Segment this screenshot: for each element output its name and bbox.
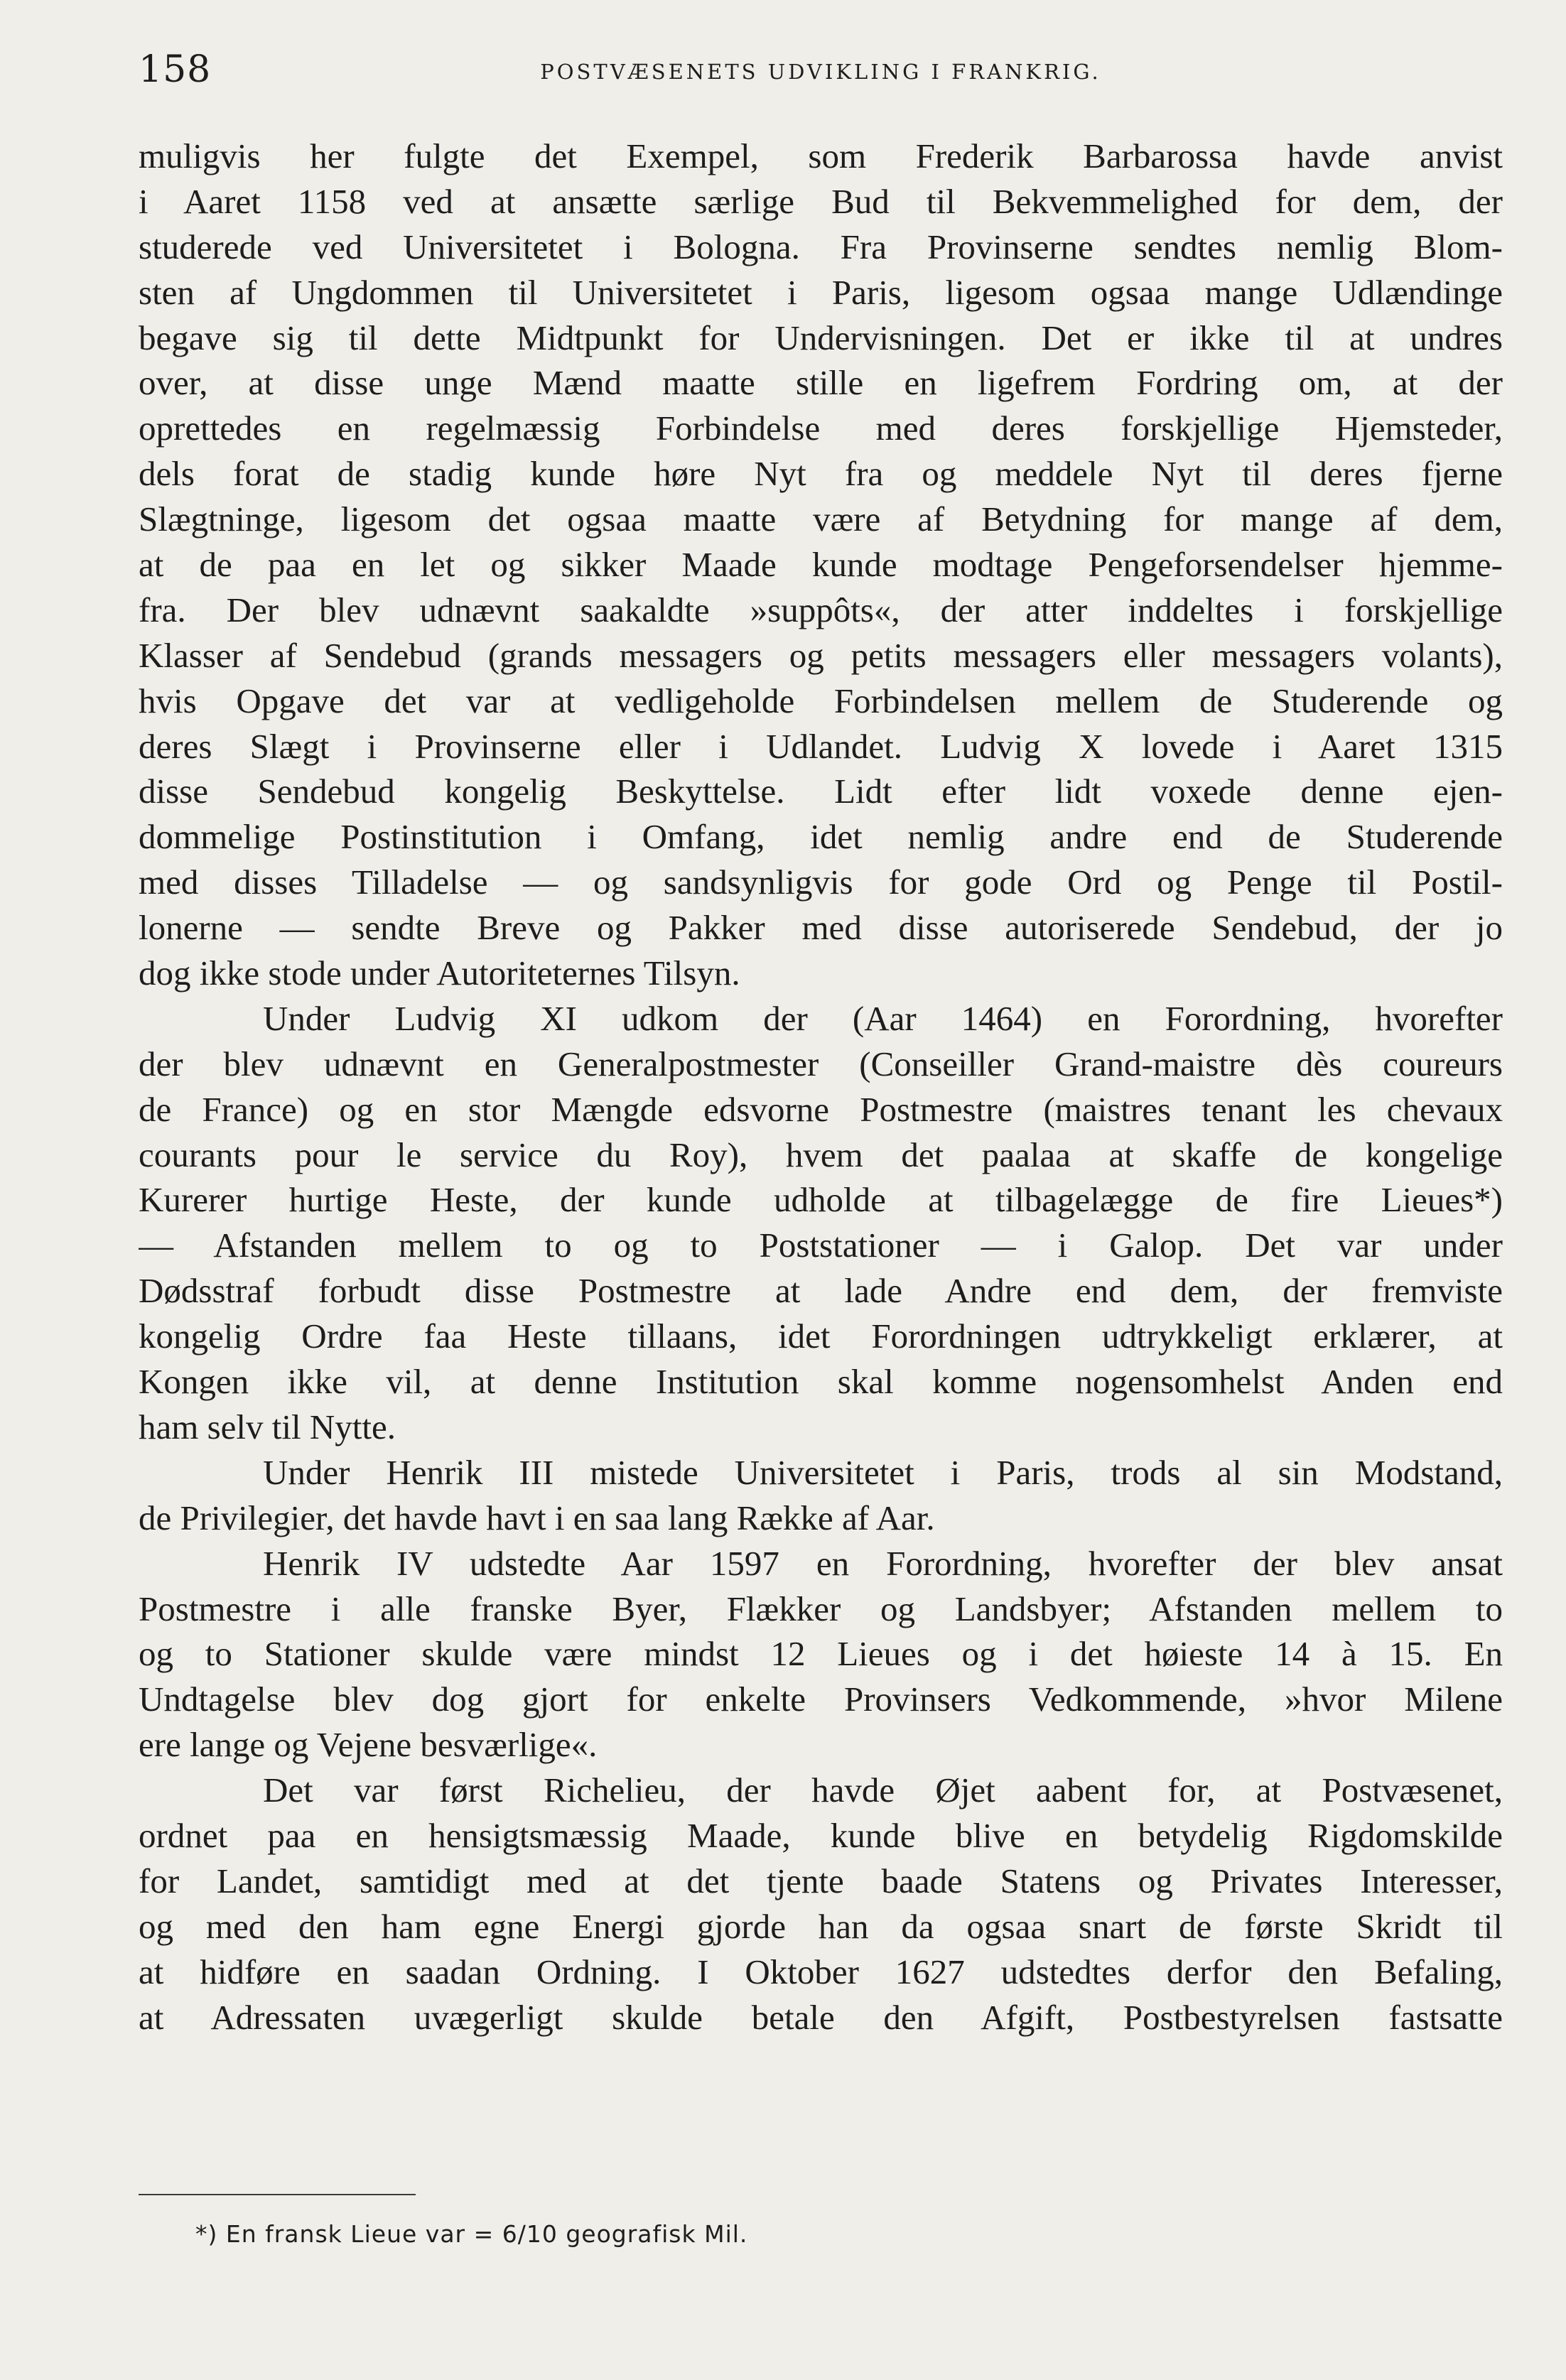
text-line: dels forat de stadig kunde høre Nyt fra og meddele Nyt til deres fjerne: [139, 454, 1503, 494]
page-number: 158: [139, 48, 212, 91]
text-line: courants pour le service du Roy), hvem det paalaa at skaffe de kongelige: [139, 1135, 1503, 1174]
text-line: de France) og en stor Mængde edsvorne Postmestre (maistres tenant les chevaux: [139, 1089, 1503, 1129]
footnote-divider: [139, 2194, 416, 2195]
footnote: *) En fransk Lieue var = 6/10 geografisk Mil.: [195, 2220, 748, 2248]
text-line: dommelige Postinstitution i Omfang, idet nemlig andre end de Studerende: [139, 817, 1503, 857]
text-line: og to Stationer skulde være mindst 12 Lieues og i det høieste 14 à 15. En: [139, 1634, 1503, 1674]
text-line: begave sig til dette Midtpunkt for Undervisningen. Det er ikke til at undres: [139, 318, 1503, 357]
text-line: kongelig Ordre faa Heste tillaans, idet Forordningen udtrykkeligt erklærer, at: [139, 1316, 1503, 1356]
text-line: hvis Opgave det var at vedligeholde Forbindelsen mellem de Studerende og: [139, 681, 1503, 720]
text-line: Henrik IV udstedte Aar 1597 en Forordning, hvorefter der blev ansat: [263, 1543, 1503, 1583]
text-line: Kurerer hurtige Heste, der kunde udholde at tilbagelægge de fire Lieues*): [139, 1180, 1503, 1220]
text-line: — Afstanden mellem to og to Poststationer — i Galop. Det var under: [139, 1226, 1503, 1265]
text-line: over, at disse unge Mænd maatte stille en ligefrem Fordring om, at der: [139, 363, 1503, 403]
text-line: fra. Der blev udnævnt saakaldte »suppôts«, der atter inddeltes i forskjellige: [139, 590, 1503, 629]
text-line: der blev udnævnt en Generalpostmester (Conseiller Grand-maistre dès coureurs: [139, 1044, 1503, 1083]
running-title: POSTVÆSENETS UDVIKLING I FRANKRIG.: [540, 60, 1101, 84]
text-line: oprettedes en regelmæssig Forbindelse med deres forskjellige Hjemsteder,: [139, 409, 1503, 448]
text-line: disse Sendebud kongelig Beskyttelse. Lidt efter lidt voxede denne ejen-: [139, 772, 1503, 811]
text-line: Det var først Richelieu, der havde Øjet aabent for, at Postvæsenet,: [263, 1770, 1503, 1810]
body-text: [139, 134, 1503, 2040]
text-line: for Landet, samtidigt med at det tjente baade Statens og Privates Interesser,: [139, 1861, 1503, 1900]
text-line: ham selv til Nytte.: [139, 1407, 396, 1446]
text-line: de Privilegier, det havde havt i en saa lang Række af Aar.: [139, 1498, 935, 1537]
text-line: Under Ludvig XI udkom der (Aar 1464) en Forordning, hvorefter: [263, 998, 1503, 1038]
text-line: at de paa en let og sikker Maade kunde modtage Pengeforsendelser hjemme-: [139, 545, 1503, 585]
text-line: lonerne — sendte Breve og Pakker med disse autoriserede Sendebud, der jo: [139, 908, 1503, 948]
page-header: [139, 48, 1503, 98]
text-line: med disses Tilladelse — og sandsynligvis for gode Ord og Penge til Postil-: [139, 862, 1503, 902]
text-line: studerede ved Universitetet i Bologna. Fra Provinserne sendtes nemlig Blom-: [139, 227, 1503, 266]
text-line: Postmestre i alle franske Byer, Flækker og Landsbyer; Afstanden mellem to: [139, 1589, 1503, 1628]
text-line: dog ikke stode under Autoriteternes Tilsyn.: [139, 953, 740, 993]
text-line: sten af Ungdommen til Universitetet i Paris, ligesom ogsaa mange Udlændinge: [139, 272, 1503, 312]
text-line: Kongen ikke vil, at denne Institution skal komme nogensomhelst Anden end: [139, 1362, 1503, 1402]
text-line: og med den ham egne Energi gjorde han da ogsaa snart de første Skridt til: [139, 1906, 1503, 1946]
text-line: deres Slægt i Provinserne eller i Udlandet. Ludvig X lovede i Aaret 1315: [139, 726, 1503, 766]
text-line: Slægtninge, ligesom det ogsaa maatte være af Betydning for mange af dem,: [139, 499, 1503, 539]
text-line: Dødsstraf forbudt disse Postmestre at lade Andre end dem, der fremviste: [139, 1271, 1503, 1311]
text-line: ordnet paa en hensigtsmæssig Maade, kunde blive en betydelig Rigdomskilde: [139, 1815, 1503, 1855]
text-line: i Aaret 1158 ved at ansætte særlige Bud til Bekvemmelighed for dem, der: [139, 181, 1503, 221]
text-line: ere lange og Vejene besværlige«.: [139, 1725, 598, 1765]
text-line: Klasser af Sendebud (grands messagers og petits messagers eller messagers volants),: [139, 635, 1503, 675]
text-line: at Adressaten uvægerligt skulde betale den Afgift, Postbestyrelsen fastsatte: [139, 1997, 1503, 2037]
text-line: muligvis her fulgte det Exempel, som Frederik Barbarossa havde anvist: [139, 136, 1503, 175]
text-line: Under Henrik III mistede Universitetet i Paris, trods al sin Modstand,: [263, 1452, 1503, 1492]
text-line: Undtagelse blev dog gjort for enkelte Provinsers Vedkommende, »hvor Milene: [139, 1679, 1503, 1719]
text-line: at hidføre en saadan Ordning. I Oktober 1627 udstedtes derfor den Befaling,: [139, 1952, 1503, 1991]
